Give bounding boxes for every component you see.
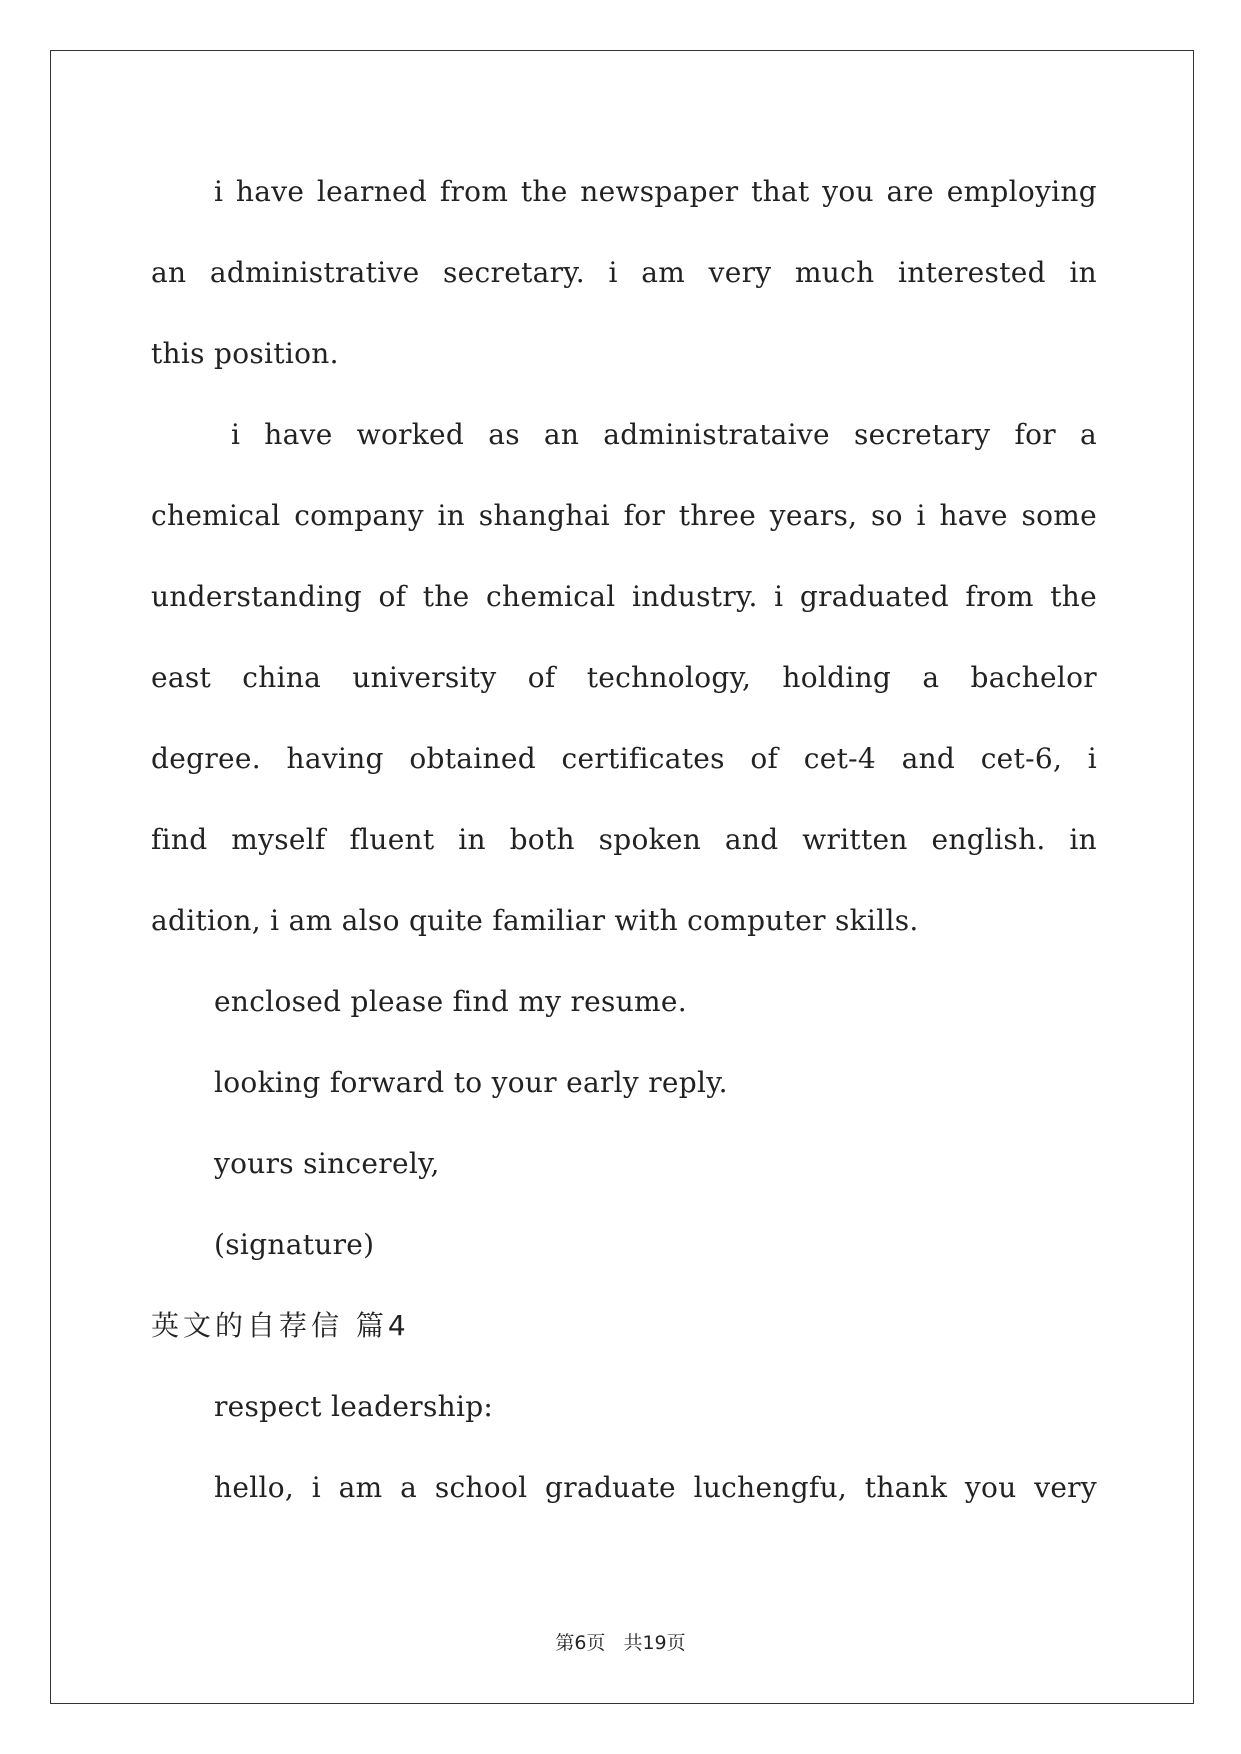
closing-line: enclosed please find my resume. [214, 985, 687, 1018]
page-total: 共19页 [623, 1632, 686, 1654]
signature-line: (signature) [214, 1228, 375, 1261]
paragraph-line: understanding of the chemical industry. i graduated from the [151, 580, 1097, 613]
paragraph-line: degree. having obtained certificates of cet-4 and cet-6, i [151, 742, 1097, 775]
page-number: 第6页 [555, 1632, 606, 1654]
paragraph-line: this position. [151, 337, 339, 370]
page-footer [0, 1631, 1241, 1655]
closing-line: looking forward to your early reply. [214, 1066, 728, 1099]
closing-line: yours sincerely, [214, 1147, 440, 1180]
paragraph-line: chemical company in shanghai for three years, so i have some [151, 499, 1097, 532]
salutation-line: respect leadership: [214, 1390, 494, 1423]
page-border [50, 50, 1194, 1704]
paragraph-line: hello, i am a school graduate luchengfu, thank you very [214, 1471, 1097, 1504]
paragraph-line: find myself fluent in both spoken and written english. in [151, 823, 1097, 856]
paragraph-line: adition, i am also quite familiar with computer skills. [151, 904, 919, 937]
section-heading: 英文的自荐信 篇4 [151, 1309, 410, 1342]
paragraph-line: an administrative secretary. i am very much interested in [151, 256, 1097, 289]
paragraph-line: east china university of technology, holding a bachelor [151, 661, 1097, 694]
paragraph-line: i have worked as an administrataive secretary for a [231, 418, 1097, 451]
paragraph-line: i have learned from the newspaper that you are employing [214, 175, 1097, 208]
